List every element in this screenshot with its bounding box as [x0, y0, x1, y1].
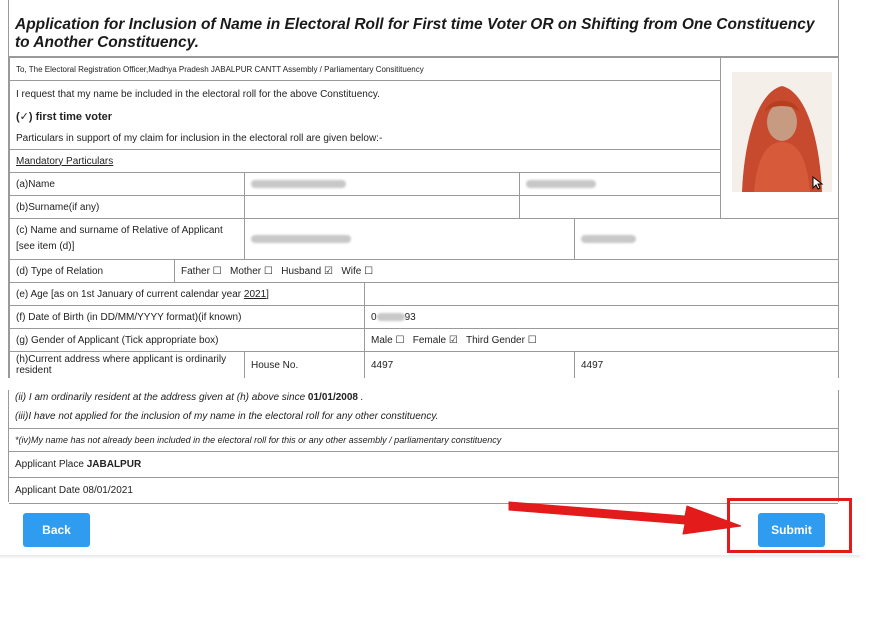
- label-name: (a)Name: [10, 173, 245, 196]
- submit-highlight-box: [727, 498, 852, 553]
- relation-wife[interactable]: Wife ☐: [341, 265, 374, 277]
- declaration-iv: [9, 429, 838, 452]
- relation-mother[interactable]: Mother ☐: [230, 265, 273, 277]
- dob-field[interactable]: [365, 306, 839, 329]
- relative-field-hindi[interactable]: [575, 219, 839, 260]
- page-shadow: [0, 555, 860, 559]
- arrow-icon: [505, 492, 745, 540]
- age-field[interactable]: [365, 283, 839, 306]
- surname-field-hindi[interactable]: [520, 196, 721, 219]
- surname-field[interactable]: [245, 196, 520, 219]
- label-house-no: House No.: [245, 352, 365, 379]
- gender-third[interactable]: Third Gender ☐: [466, 334, 537, 346]
- submit-button[interactable]: Submit: [758, 513, 825, 547]
- place-value: JABALPUR: [86, 459, 142, 470]
- dob-start: 0: [371, 311, 377, 323]
- name-value-redacted: [251, 180, 346, 188]
- applicant-place: [9, 452, 838, 478]
- label-relative: (c) Name and surname of Relative of Applicant [see item (d)]: [10, 219, 245, 260]
- first-time-voter: (✓) first time voter: [10, 105, 721, 127]
- place-label: Applicant Place: [15, 459, 87, 470]
- label-surname: (b)Surname(if any): [10, 196, 245, 219]
- house-no-field[interactable]: 4497: [365, 352, 575, 379]
- relation-father[interactable]: Father ☐: [181, 265, 222, 277]
- label-dob: (f) Date of Birth (in DD/MM/YYYY format)(if known): [10, 306, 365, 329]
- to-line: To, The Electoral Registration Officer,Madhya Pradesh JABALPUR CANTT Assembly / Parliamentary Consitituency: [10, 58, 721, 81]
- declarations-frame: [8, 390, 839, 502]
- relative-value-redacted: [251, 235, 351, 243]
- age-label-end: ]: [266, 288, 269, 300]
- relative-field[interactable]: [245, 219, 575, 260]
- age-label-text: (e) Age [as on 1st January of current calendar year: [16, 288, 244, 300]
- declaration-ii-end: .: [357, 392, 364, 403]
- declaration-ii: [9, 390, 838, 405]
- gender-female[interactable]: Female ☑: [412, 334, 458, 346]
- form-frame: [8, 0, 839, 378]
- label-age: [10, 283, 365, 306]
- declaration-iii-text: (iii)I have not applied for the inclusion of my name in the electoral roll for any other constituency.: [15, 411, 439, 422]
- date-label: Applicant Date: [15, 485, 83, 496]
- photo-image: [732, 72, 832, 192]
- relative-hindi-redacted: [581, 235, 636, 243]
- applicant-photo: [732, 72, 832, 192]
- name-field[interactable]: [245, 173, 520, 196]
- form-title: Application for Inclusion of Name in Electoral Roll for First time Voter OR on Shifting from One Constituency to Another Constituency.: [9, 0, 838, 57]
- particulars-line: Particulars in support of my claim for inclusion in the electoral roll are given below:-: [10, 127, 721, 150]
- form-table: [9, 57, 839, 378]
- house-no-field-hindi[interactable]: 4497: [575, 352, 839, 379]
- request-line: I request that my name be included in the electoral roll for the above Constituency.: [10, 81, 721, 106]
- dob-redacted: [377, 313, 405, 321]
- label-address: (h)Current address where applicant is ordinarily resident: [10, 352, 245, 379]
- declaration-iii: [9, 405, 838, 429]
- dob-end: 93: [404, 311, 416, 323]
- cursor-icon: [812, 176, 824, 190]
- label-gender: (g) Gender of Applicant (Tick appropriate box): [10, 329, 365, 352]
- name-hindi-redacted: [526, 180, 596, 188]
- label-relation-type: (d) Type of Relation: [10, 260, 175, 283]
- gender-options[interactable]: [365, 329, 839, 352]
- declaration-iv-text: *(iv)My name has not already been included in the electoral roll for this or any other assembly / parliamentary constituency: [15, 435, 502, 445]
- gender-male[interactable]: Male ☐: [371, 334, 405, 346]
- age-year: 2021: [243, 288, 267, 300]
- name-field-hindi[interactable]: [520, 173, 721, 196]
- back-button[interactable]: Back: [23, 513, 90, 547]
- relation-options[interactable]: [175, 260, 839, 283]
- mandatory-heading: Mandatory Particulars: [10, 150, 721, 173]
- relation-husband[interactable]: Husband ☑: [281, 265, 333, 277]
- declaration-ii-date: 01/01/2008: [307, 392, 358, 403]
- declaration-ii-text: (ii) I am ordinarily resident at the address given at (h) above since: [15, 392, 308, 403]
- date-value: 08/01/2021: [82, 485, 133, 496]
